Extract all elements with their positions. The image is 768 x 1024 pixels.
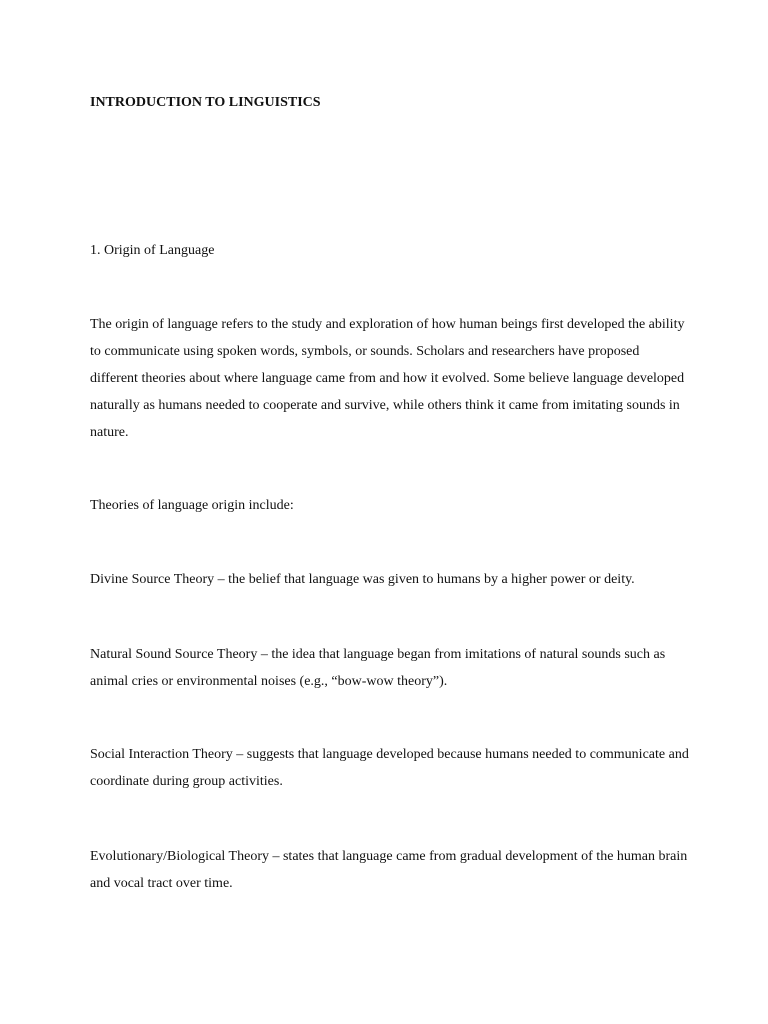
theory-item-evolutionary-biological: Evolutionary/Biological Theory – states that language came from gradual development of the human brain and vocal tract over time. <box>90 849 688 891</box>
section-heading: 1. Origin of Language <box>90 243 215 258</box>
theory-item-divine-source: Divine Source Theory – the belief that language was given to humans by a higher power or deity. <box>90 572 635 587</box>
theories-intro: Theories of language origin include: <box>90 498 294 513</box>
intro-paragraph: The origin of language refers to the study and exploration of how human beings first developed the ability to communicate using spoken words, symbols, or sounds. Scholars and researchers have proposed different theories about where language came from and how it evolved. Some believe language developed naturally as humans needed to cooperate and survive, while others think it came from imitating sounds in nature. <box>90 317 685 440</box>
document-title: INTRODUCTION TO LINGUISTICS <box>90 95 321 110</box>
theory-item-social-interaction: Social Interaction Theory – suggests that language developed because humans needed to communicate and coordinate during group activities. <box>90 747 689 789</box>
theory-item-natural-sound-source: Natural Sound Source Theory – the idea that language began from imitations of natural sounds such as animal cries or environmental noises (e.g., “bow-wow theory”). <box>90 647 666 689</box>
